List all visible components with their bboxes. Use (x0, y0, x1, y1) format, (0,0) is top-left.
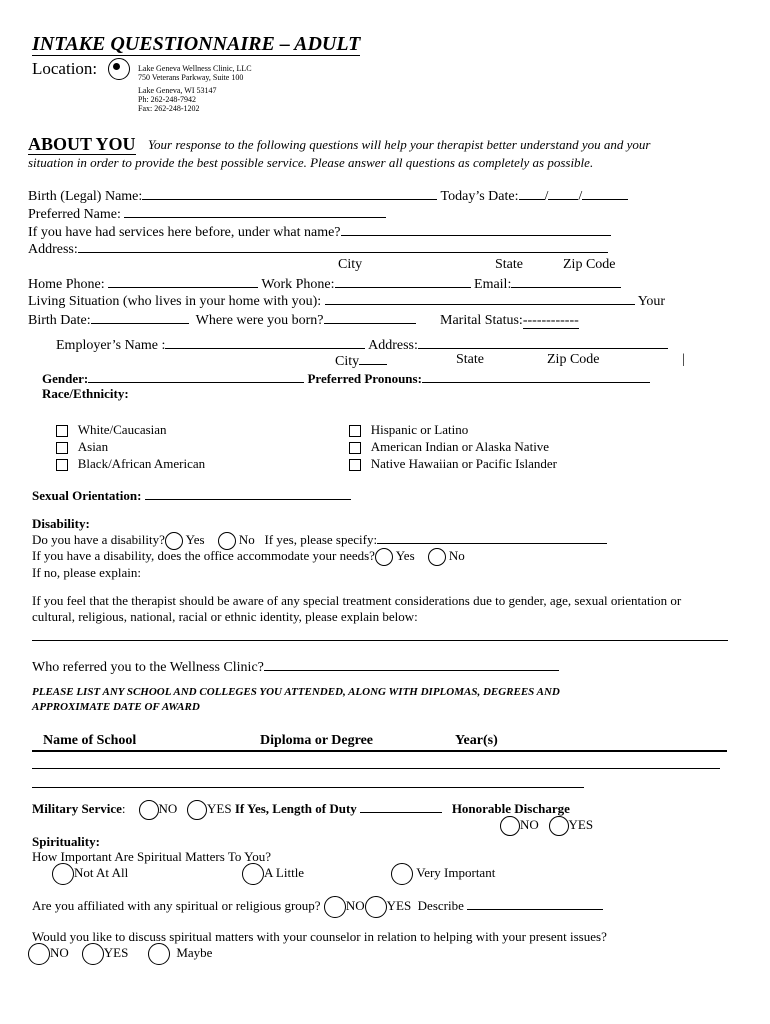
home-phone-field[interactable] (108, 275, 258, 288)
race-option[interactable] (349, 438, 557, 455)
clinic-city: Lake Geneva, WI 53147 (138, 86, 217, 95)
describe-label: Describe (417, 897, 464, 913)
pronouns-field[interactable] (422, 370, 650, 383)
phone-row (28, 275, 621, 293)
preferred-name-row (28, 205, 386, 223)
affiliation-yes-radio[interactable] (365, 896, 387, 918)
birth-row (28, 311, 579, 329)
living-label: Living Situation (who lives in your home with you): (28, 294, 322, 309)
accommodate-yes-radio[interactable] (375, 548, 393, 566)
option-label: Not At All (74, 864, 129, 880)
checkbox[interactable] (349, 442, 361, 454)
date-month-field[interactable] (519, 187, 545, 200)
location-radio[interactable] (108, 58, 130, 80)
address-label: Address: (28, 242, 78, 257)
disability-heading: Disability: (32, 516, 90, 531)
date-year-field[interactable] (582, 187, 628, 200)
duty-length-label: If Yes, Length of Duty (234, 801, 357, 816)
race-option-label: Hispanic or Latino (370, 422, 469, 437)
honorable-options (500, 816, 593, 836)
discuss-maybe-radio[interactable] (148, 943, 170, 965)
email-label: Email: (474, 277, 512, 292)
where-born-field[interactable] (324, 311, 416, 324)
disability-q1: Do you have a disability? (32, 532, 165, 547)
school-instruction-2: APPROXIMATE DATE OF AWARD (32, 701, 200, 713)
military-yes-radio[interactable] (187, 800, 207, 820)
option-label: Very Important (416, 864, 496, 880)
about-intro-1: Your response to the following questions will help your therapist better understand you and your (148, 137, 651, 152)
address-field[interactable] (78, 240, 608, 253)
affiliation-row (32, 896, 603, 918)
no-label: NO (158, 801, 178, 816)
special-line-2: cultural, religious, national, racial or ethnic identity, please explain below: (32, 609, 418, 624)
marital-label: Marital Status: (440, 313, 523, 328)
maybe-label: Maybe (176, 944, 213, 960)
radio[interactable] (52, 863, 74, 885)
birth-date-field[interactable] (91, 311, 189, 324)
accommodate-no-radio[interactable] (428, 548, 446, 566)
prior-services-row (28, 223, 611, 241)
school-instruction-1: PLEASE LIST ANY SCHOOL AND COLLEGES YOU ATTENDED, ALONG WITH DIPLOMAS, DEGREES AND (32, 686, 560, 698)
honorable-no-radio[interactable] (500, 816, 520, 836)
yes-label: YES (103, 944, 129, 960)
employer-address-label: Address: (368, 338, 418, 353)
gender-label: Gender: (42, 371, 89, 386)
disability-q2: If you have a disability, does the office accommodate your needs? (32, 548, 375, 563)
race-options-right (349, 421, 557, 472)
employer-city-label: City (335, 354, 360, 369)
col-school-header: Name of School (43, 733, 137, 748)
location-label: Location: (32, 59, 98, 78)
work-phone-field[interactable] (335, 275, 471, 288)
race-option-label: White/Caucasian (77, 422, 167, 437)
your-label: Your (637, 294, 666, 309)
no-label: NO (50, 944, 69, 960)
checkbox[interactable] (56, 459, 68, 471)
checkbox[interactable] (349, 459, 361, 471)
race-option-label: American Indian or Alaska Native (370, 439, 550, 454)
home-phone-label: Home Phone: (28, 277, 105, 292)
no-label: No (238, 532, 255, 547)
preferred-name-field[interactable] (124, 205, 386, 218)
no-label: NO (345, 897, 365, 913)
address-row (28, 240, 608, 258)
school-line[interactable] (32, 768, 720, 769)
race-option[interactable] (56, 421, 205, 438)
spirituality-opt-very[interactable] (391, 863, 495, 885)
spirituality-opt-little[interactable] (242, 863, 304, 885)
about-heading: ABOUT YOU (28, 134, 136, 154)
date-day-field[interactable] (548, 187, 578, 200)
referral-label: Who referred you to the Wellness Clinic? (32, 660, 264, 675)
race-options-left (56, 421, 205, 472)
date-sep: / (578, 189, 583, 204)
spirituality-opt-not[interactable] (52, 863, 128, 885)
special-line-1: If you feel that the therapist should be aware of any special treatment considerations due to gender, age, sexual orientation or (32, 593, 682, 608)
military-no-radio[interactable] (139, 800, 159, 820)
col-diploma-header: Diploma or Degree (260, 733, 374, 748)
prior-services-field[interactable] (341, 223, 611, 236)
clinic-address (138, 64, 252, 113)
radio[interactable] (242, 863, 264, 885)
form-title: INTAKE QUESTIONNAIRE – ADULT (32, 33, 361, 55)
race-option-label: Black/African American (77, 456, 206, 471)
referral-row (32, 658, 559, 676)
checkbox[interactable] (56, 442, 68, 454)
military-label: Military Service (32, 801, 122, 816)
pronouns-label: Preferred Pronouns: (307, 371, 422, 386)
sexual-orientation-label: Sexual Orientation: (32, 488, 142, 503)
disability-q2-row (32, 548, 465, 566)
col-year-header: Year(s) (455, 733, 498, 748)
employer-zip-caption: Zip Code (547, 352, 600, 367)
discuss-options (28, 943, 212, 965)
military-row (32, 800, 570, 820)
living-field[interactable] (325, 292, 635, 305)
living-row (28, 292, 665, 310)
radio[interactable] (391, 863, 413, 885)
gender-field[interactable] (88, 370, 304, 383)
special-answer-line[interactable] (32, 640, 728, 641)
honorable-label: Honorable Discharge (451, 801, 570, 816)
discuss-question: Would you like to discuss spiritual matters with your counselor in relation to helping with your present issues? (32, 929, 607, 944)
birth-name-label: Birth (Legal) Name: (28, 189, 143, 204)
clinic-phone: Ph: 262-248-7942 (138, 95, 196, 104)
race-option[interactable] (56, 438, 205, 455)
spirituality-heading: Spirituality: (32, 834, 100, 849)
address-city-caption: City (338, 257, 363, 272)
yes-label: YES (207, 801, 232, 816)
describe-field[interactable] (467, 897, 603, 910)
no-label: NO (520, 816, 539, 832)
address-state-caption: State (495, 257, 523, 272)
disability-specify-field[interactable] (377, 531, 607, 544)
discuss-no-radio[interactable] (28, 943, 50, 965)
spirituality-q1: How Important Are Spiritual Matters To You? (32, 849, 271, 864)
yes-label: Yes (185, 532, 205, 547)
about-intro-2: situation in order to provide the best possible service. Please answer all questions as completely as possible. (28, 155, 594, 170)
affiliation-no-radio[interactable] (324, 896, 346, 918)
disability-specify-label: If yes, please specify: (264, 532, 378, 547)
employer-name-field[interactable] (165, 336, 365, 349)
birth-name-row (28, 187, 628, 205)
date-sep: / (544, 189, 549, 204)
sexual-orientation-field[interactable] (145, 487, 351, 500)
school-header-rule (32, 750, 727, 752)
employer-name-label: Employer’s Name : (56, 338, 166, 353)
option-label: A Little (264, 864, 305, 880)
school-line[interactable] (32, 787, 584, 788)
employer-bar: | (682, 352, 685, 367)
employer-city-field[interactable] (359, 352, 387, 365)
clinic-street: 750 Veterans Parkway, Suite 100 (138, 73, 244, 82)
employer-address-field[interactable] (418, 336, 668, 349)
race-option[interactable] (56, 455, 205, 472)
referral-field[interactable] (264, 658, 559, 671)
employer-state-caption: State (456, 352, 484, 367)
clinic-name: Lake Geneva Wellness Clinic, LLC (138, 64, 252, 73)
discuss-yes-radio[interactable] (82, 943, 104, 965)
email-field[interactable] (511, 275, 621, 288)
prior-services-label: If you have had services here before, under what name? (28, 225, 341, 240)
duty-length-field[interactable] (360, 800, 442, 813)
honorable-yes-radio[interactable] (549, 816, 569, 836)
race-option[interactable] (349, 421, 557, 438)
gender-row (42, 370, 650, 387)
yes-label: YES (568, 816, 594, 832)
no-label: No (448, 548, 465, 563)
todays-date-label: Today’s Date: (440, 189, 519, 204)
birth-date-label: Birth Date: (28, 313, 91, 328)
race-option-label: Asian (77, 439, 109, 454)
employer-city-caption (335, 352, 387, 370)
clinic-fax: Fax: 262-248-1202 (138, 104, 200, 113)
birth-name-field[interactable] (142, 187, 437, 200)
yes-label: YES (386, 897, 412, 913)
yes-label: Yes (395, 548, 415, 563)
work-phone-label: Work Phone: (261, 277, 335, 292)
marital-field[interactable]: ------------ (522, 313, 579, 328)
race-label: Race/Ethnicity: (42, 386, 129, 401)
address-zip-caption: Zip Code (563, 257, 616, 272)
affiliation-question: Are you affiliated with any spiritual or religious group? (32, 897, 321, 913)
military-colon: : (121, 801, 126, 816)
checkbox[interactable] (349, 425, 361, 437)
race-option[interactable] (349, 455, 557, 472)
preferred-name-label: Preferred Name: (28, 207, 121, 222)
checkbox[interactable] (56, 425, 68, 437)
where-born-label: Where were you born? (195, 313, 324, 328)
sexual-orientation-row (32, 487, 351, 504)
race-option-label: Native Hawaiian or Pacific Islander (370, 456, 558, 471)
disability-explain: If no, please explain: (32, 565, 142, 580)
